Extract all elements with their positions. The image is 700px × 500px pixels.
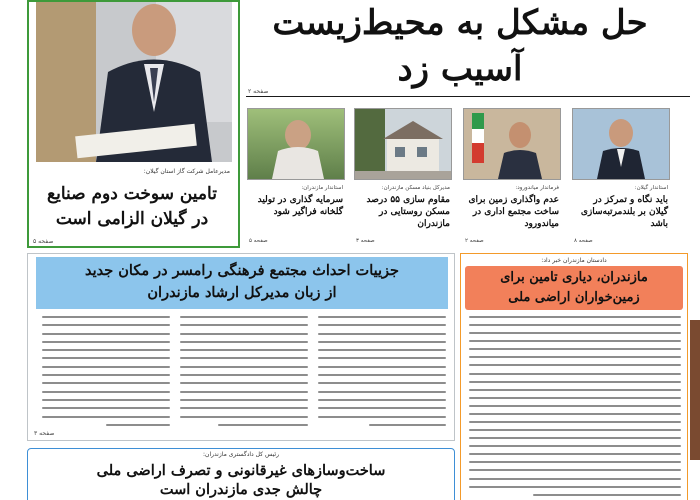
card-kicker: فرماندار میاندورود: xyxy=(515,185,559,191)
card-kicker: استاندار گیلان: xyxy=(634,185,668,191)
orange-title-line-2: زمین‌خواران اراضی ملی xyxy=(508,290,640,305)
card-photo xyxy=(354,108,452,180)
card-title: سرمایه گذاری در تولید گلخانه فراگیر شود xyxy=(257,195,343,217)
edge-photo-fragment xyxy=(690,320,700,460)
person-illustration xyxy=(248,109,344,179)
bottom-title-line-1: ساخت‌وسازهای غیرقانونی و تصرف اراضی ملی xyxy=(96,462,386,479)
headline-line-2: آسیب زد xyxy=(397,49,523,89)
bottom-title-line-2: چالش جدی مازندران است xyxy=(159,481,323,498)
blue-page-number: صفحه ۳ xyxy=(34,430,55,437)
card-page-number: صفحه ۸ xyxy=(574,238,593,244)
blue-title-line-1: جزییات احداث مجتمع فرهنگی رامسر در مکان جدید xyxy=(85,262,399,279)
lead-story-box xyxy=(27,0,240,248)
card-page-number: صفحه ۳ xyxy=(356,238,375,244)
blue-body-column-1 xyxy=(318,316,446,426)
bottom-title xyxy=(28,461,454,499)
headline-divider xyxy=(246,96,690,97)
blue-body-column-2 xyxy=(180,316,308,426)
blue-title-line-2: از زبان مدیرکل ارشاد مازندران xyxy=(147,284,337,301)
bottom-story-box xyxy=(27,448,455,500)
card-title: مقاوم سازی ۵۵ درصد مسکن روستایی در مازندران xyxy=(366,195,450,229)
card-photo xyxy=(572,108,670,180)
card-page-number: صفحه ۲ xyxy=(465,238,484,244)
official-illustration xyxy=(573,109,669,179)
story-card[interactable] xyxy=(572,108,670,248)
card-photo xyxy=(247,108,345,180)
card-photo xyxy=(463,108,561,180)
orange-headline-bar xyxy=(465,266,683,310)
blue-story-box xyxy=(27,253,455,441)
card-kicker: استاندار مازندران: xyxy=(301,185,343,191)
bottom-kicker: رئیس کل دادگستری مازندران: xyxy=(203,451,279,458)
official-illustration xyxy=(464,109,560,179)
blue-headline-bar xyxy=(36,257,448,309)
card-kicker: مدیرکل بنیاد مسکن مازندران: xyxy=(381,185,450,191)
lead-title xyxy=(32,182,232,232)
main-headline xyxy=(260,0,660,92)
orange-kicker: دادستان مازندران خبر داد: xyxy=(541,257,607,264)
story-card[interactable] xyxy=(354,108,452,248)
lead-title-line-1: تامین سوخت دوم صنایع xyxy=(47,184,217,204)
blue-body-column-3 xyxy=(42,316,170,426)
orange-story-box xyxy=(460,253,688,500)
lead-title-line-2: در گیلان الزامی است xyxy=(55,209,209,229)
orange-title-line-1: مازندران، دیاری تامین برای xyxy=(500,270,648,285)
story-card[interactable] xyxy=(247,108,345,248)
card-title: باید نگاه و تمرکز در گیلان بر بلندمرتبه‌سازی باشد xyxy=(580,195,668,229)
lead-photo xyxy=(36,2,232,162)
lead-page-number: صفحه ۵ xyxy=(33,238,54,245)
card-title: عدم واگذاری زمین برای ساخت مجتمع اداری در میاندورود xyxy=(468,195,559,229)
headline-line-1: حل مشکل به محیط‌زیست xyxy=(272,3,648,43)
orange-body-text xyxy=(469,316,681,496)
house-illustration xyxy=(355,109,451,179)
portrait-illustration xyxy=(36,2,232,162)
headline-page-number: صفحه ۲ xyxy=(248,88,269,95)
card-page-number: صفحه ۵ xyxy=(249,238,268,244)
story-card[interactable] xyxy=(463,108,561,248)
lead-caption: مدیرعامل شرکت گاز استان گیلان: xyxy=(143,168,230,175)
